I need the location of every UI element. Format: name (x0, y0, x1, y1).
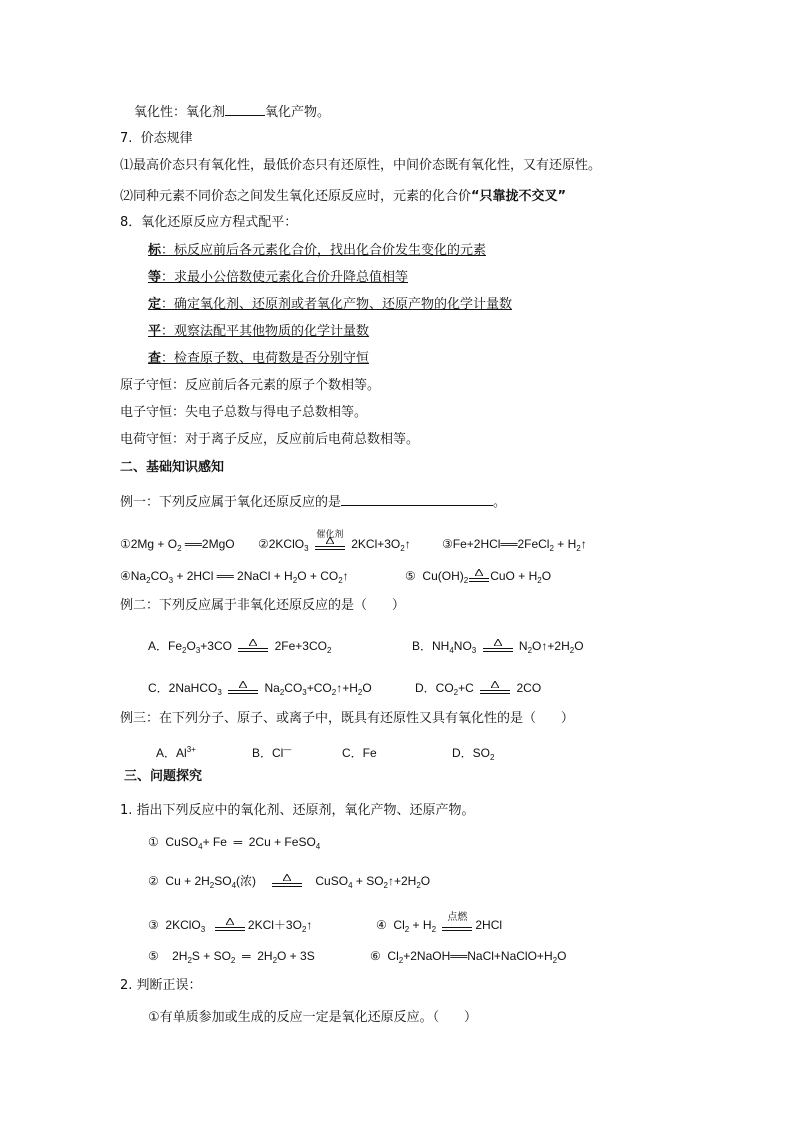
step-key: 查 (148, 351, 162, 366)
heat-condition (469, 568, 489, 586)
option-a[interactable]: A．$Fe_2O_3+3CO$ $2Fe+3CO_2$ (148, 639, 332, 655)
example-3 (120, 710, 574, 728)
ex3-option-d[interactable]: D．$SO_2$ (452, 746, 495, 762)
section-3-heading: 三、问题探究 (124, 769, 203, 784)
example-3-end: ） (560, 711, 574, 726)
heat-triangle-icon (326, 537, 334, 544)
q1-reaction-4: ④ $Cl_2 + H_2$ 点燃 2HCl (376, 916, 502, 935)
step-equalize (148, 269, 408, 287)
heat-triangle-icon (494, 639, 502, 646)
example-3-text: 例三：在下列分子、原子、或离子中，既具有还原性又具有氧化性的是（ (120, 711, 537, 726)
reaction-5: ⑤ $Cu(OH)_2$ CuO + $H_2O$ (405, 569, 552, 585)
step-text: ：标反应前后各元素化合价，找出化合价发生变化的元素 (161, 243, 487, 258)
ex3-option-b[interactable]: B．Cl— (252, 745, 292, 760)
heat-condition (483, 638, 513, 656)
heat-triangle-icon (491, 681, 499, 688)
step-key: 定 (148, 297, 162, 312)
option-b[interactable]: B．$NH_4NO_3$ $N_2O↑+2H_2O$ (412, 639, 584, 655)
example-2-end: ） (391, 598, 405, 613)
step-check (148, 350, 369, 368)
section-8-heading: 8．氧化还原反应方程式配平： (120, 215, 298, 230)
heat-condition (215, 917, 245, 935)
step-text: ：确定氧化剂、还原剂或者氧化产物、还原产物的化学计量数 (161, 297, 513, 312)
electron-conservation: 电子守恒：失电子总数与得电子总数相等。 (120, 405, 368, 420)
q1-reaction-6: ⑥ $Cl_2+2NaOH══NaCl+NaClO+H_2O$ (370, 949, 567, 965)
rule-2 (120, 188, 566, 206)
section-2-heading: 二、基础知识感知 (120, 460, 225, 475)
reaction-3: ③Fe+2HCl══2FeCl$_2$ + $H_2↑$ (442, 537, 587, 553)
rule-2-emphasis: “只靠拢不交叉” (471, 189, 567, 204)
fill-blank[interactable] (225, 103, 265, 116)
reaction-2: ②2KClO$_3$ 催化剂 $2KCl+3O_2↑$ (258, 535, 411, 554)
q1-reaction-1: ① CuSO$_4$+ Fe ═ 2Cu + FeSO$_4$ (148, 835, 321, 851)
ex3-option-a[interactable]: A．$Al^{3+}$ (156, 745, 196, 760)
oxidizing-text-a: 氧化性：氧化剂 (134, 105, 226, 120)
example-1 (120, 493, 506, 512)
ignite-condition (442, 911, 472, 935)
oxidizing-text-b: 氧化产物。 (265, 105, 331, 120)
step-text: ：求最小公倍数使元素化合价升降总值相等 (161, 270, 409, 285)
q2-item-end: ） (463, 1010, 477, 1025)
heat-condition (480, 680, 510, 698)
ex3-option-c[interactable]: C．Fe (342, 746, 377, 760)
oxidizing-line (134, 103, 330, 122)
rule-1: ⑴最高价态只有氧化性，最低价态只有还原性，中间价态既有氧化性，又有还原性。 (120, 158, 602, 173)
step-text: ：检查原子数、电荷数是否分别守恒 (161, 351, 370, 366)
section-7-heading (120, 130, 193, 148)
heat-triangle-icon (475, 569, 483, 576)
example-1-blank[interactable] (341, 493, 493, 506)
section-7-title: 价态规律 (140, 131, 193, 146)
step-key: 平 (148, 324, 162, 339)
charge-conservation: 电荷守恒：对于离子反应，反应前后电荷总数相等。 (120, 432, 420, 447)
reaction-1: ①2Mg + $O_2$ ══2MgO (120, 537, 235, 553)
ignite-label: 点燃 (447, 911, 468, 923)
example-1-text: 例一：下列反应属于氧化还原反应的是 (120, 495, 342, 510)
heat-condition (272, 873, 302, 891)
question-2: 2. 判断正误： (120, 978, 202, 993)
option-c[interactable]: C．2NaHCO$_3$ $Na_2CO_3+CO_2↑+H_2O$ (148, 681, 372, 697)
question-2-item-1 (148, 1009, 477, 1027)
example-2-text: 例二：下列反应属于非氧化还原反应的是（ (120, 598, 368, 613)
rule-2-text: ⑵同种元素不同价态之间发生氧化还原反应时，元素的化合价 (120, 189, 472, 204)
step-key: 标 (148, 243, 162, 258)
reaction-4: $④Na_2CO_3 + 2HCl$ ══ 2NaCl + $H_2O$ + $CO_2↑$ (120, 569, 349, 585)
example-2 (120, 597, 405, 615)
heat-condition (238, 638, 268, 656)
q1-reaction-3: ③ 2KClO$_3$ $2KCl+3O_2↑$ (148, 918, 313, 934)
heat-triangle-icon (239, 681, 247, 688)
step-text: ：观察法配平其他物质的化学计量数 (161, 324, 370, 339)
catalyst-label: 催化剂 (316, 529, 344, 540)
heat-condition (228, 680, 258, 698)
heat-triangle-icon (249, 639, 257, 646)
step-determine (148, 296, 512, 314)
heat-triangle-icon (283, 874, 291, 881)
section-7-number: 7. (120, 131, 133, 146)
step-balance (148, 323, 369, 341)
q2-item-text: ①有单质参加或生成的反应一定是氧化还原反应。（ (148, 1010, 440, 1025)
catalyst-heat-condition (315, 529, 345, 554)
step-mark (148, 242, 486, 260)
atom-conservation: 原子守恒：反应前后各元素的原子个数相等。 (120, 378, 381, 393)
question-1: 1. 指出下列反应中的氧化剂、还原剂，氧化产物、还原产物。 (120, 803, 475, 818)
q1-reaction-2: ② $Cu + 2H_2SO_4$(浓) CuSO$_4$ + $SO_2↑+2H_2O$ (148, 874, 431, 890)
option-d[interactable]: D．$CO_2+C$ 2CO (415, 681, 542, 697)
q1-reaction-5: ⑤ $2H_2S + SO_2$ ═ $2H_2O + 3S$ (148, 949, 315, 965)
heat-triangle-icon (226, 918, 234, 925)
example-1-end: 。 (493, 495, 507, 510)
step-key: 等 (148, 270, 162, 285)
